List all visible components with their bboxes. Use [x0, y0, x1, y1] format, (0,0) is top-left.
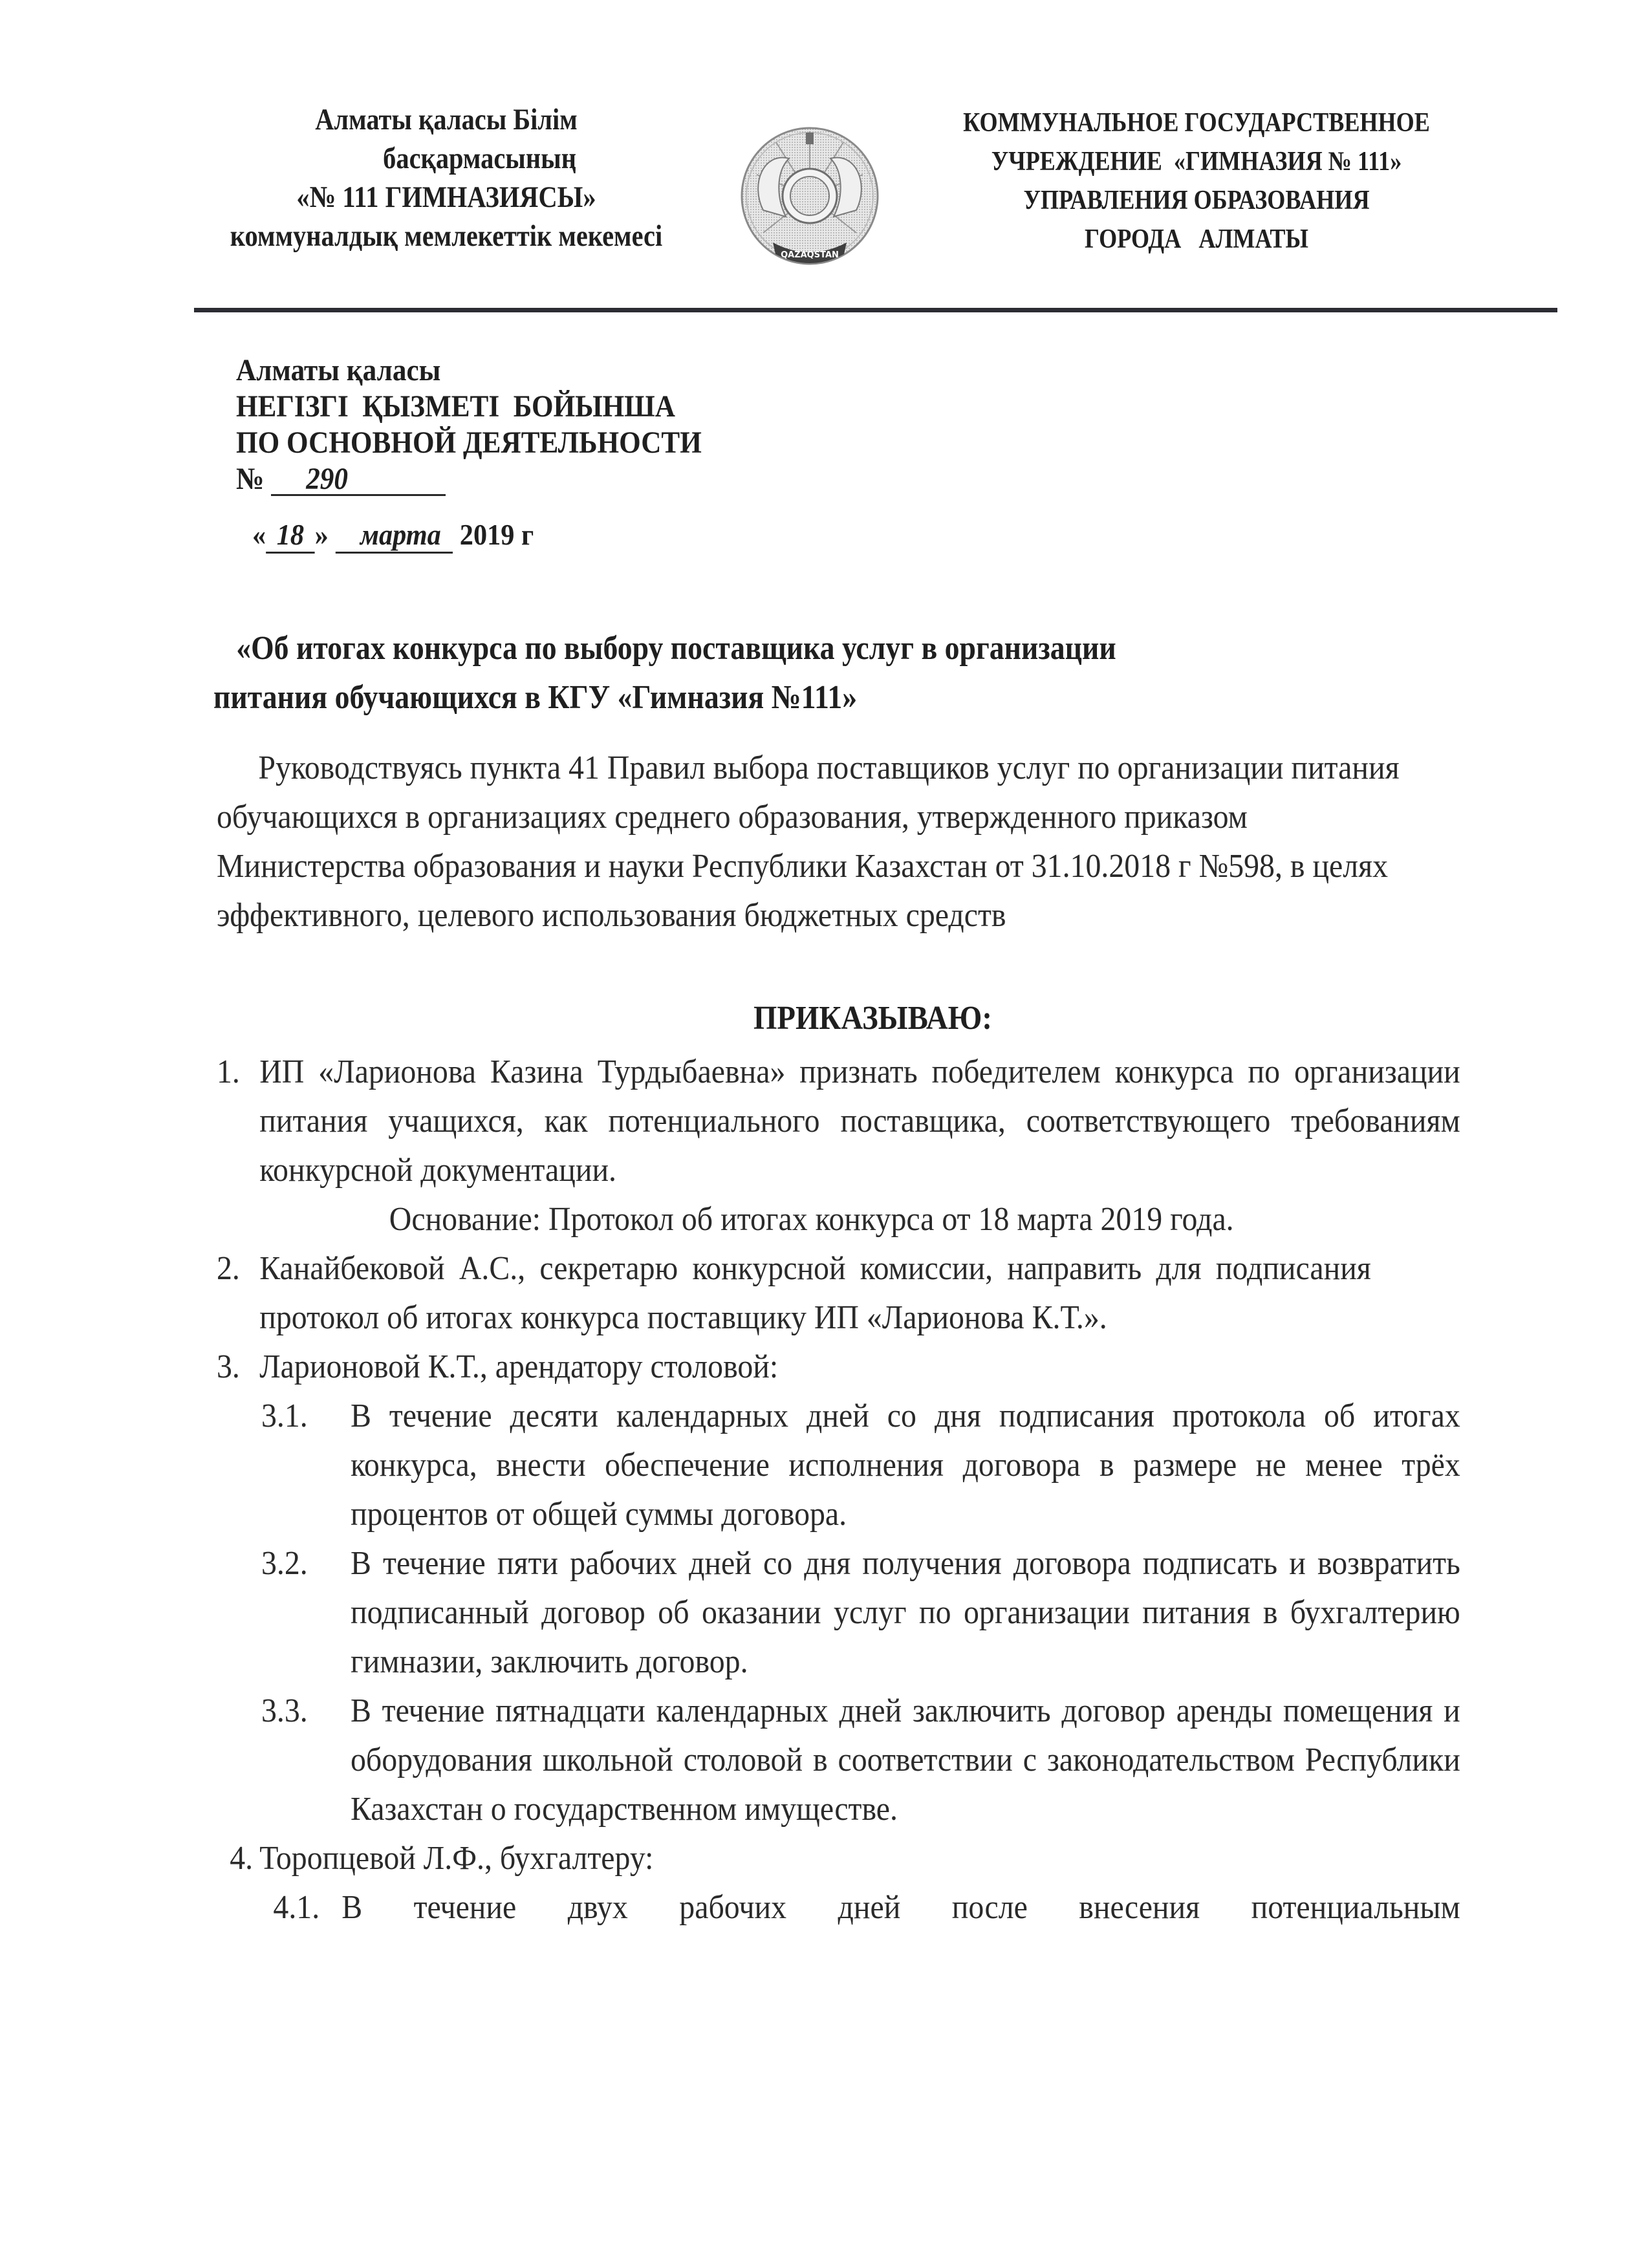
order-number-row — [236, 461, 702, 497]
order-item — [217, 1343, 1460, 1392]
order-item — [217, 1834, 1460, 1883]
order-number: 290 — [306, 462, 349, 496]
order-year: 2019 г — [459, 518, 534, 551]
order-month: марта — [335, 517, 453, 554]
item-text: Канайбековой А.С., секретарю конкурсной комиссии, направить для подписания протокол об итогах конкурса поставщику ИП «Ларионова К.Т.». — [259, 1250, 1371, 1336]
header-ru-line: ГОРОДА АЛМАТЫ — [1085, 224, 1308, 254]
order-subitem — [217, 1539, 1460, 1687]
emblem-caption: QAZAQSTAN — [781, 250, 839, 260]
order-item — [217, 1048, 1460, 1195]
quote-close: » — [314, 518, 329, 551]
order-date — [252, 517, 534, 554]
intro-text: Руководствуясь пункта 41 Правил выбора поставщиков услуг по организации питания обучающихся в организациях среднего образования, утвержденного приказом Министерства образования и науки Республики Казахстан от 31.10.2018 г №598, в целях эффективного, целевого использования бюджетных средств — [217, 750, 1400, 934]
order-type-ru: ПО ОСНОВНОЙ ДЕЯТЕЛЬНОСТИ — [236, 426, 702, 460]
header-ru-line: УЧРЕЖДЕНИЕ «ГИМНАЗИЯ № 111» — [991, 147, 1402, 177]
header-kz-line: басқармасының — [383, 142, 577, 175]
item-number: 1. — [217, 1053, 240, 1090]
kazakhstan-state-emblem-icon — [737, 113, 883, 281]
title-line: «Об итогах конкурса по выбору поставщика услуг в организации — [236, 630, 1116, 667]
order-day: 18 — [266, 517, 314, 554]
subitem-text: В течение десяти календарных дней со дня подписания протокола об итогах конкурса, внести обеспечение исполнения договора в размере не менее трёх процентов от общей суммы договора. — [351, 1398, 1460, 1533]
order-type-kz: НЕГІЗГІ ҚЫЗМЕТІ БОЙЫНША — [236, 389, 675, 424]
order-subitem — [217, 1883, 1460, 1932]
order-items — [217, 1048, 1460, 1932]
header-kazakh — [202, 100, 691, 255]
subitem-text: В течение двух рабочих дней после внесения потенциальным — [341, 1889, 1460, 1926]
header-kz-line: «№ 111 ГИМНАЗИЯСЫ» — [296, 180, 596, 214]
subitem-number: 3.1. — [261, 1398, 308, 1434]
header-kz-line: Алматы қаласы Білім — [315, 103, 578, 136]
subitem-number: 3.2. — [261, 1545, 308, 1582]
number-label: № — [236, 462, 265, 496]
item-text: Ларионовой К.Т., арендатору столовой: — [259, 1348, 779, 1385]
order-city: Алматы қаласы — [236, 353, 441, 387]
item-number: 3. — [217, 1348, 240, 1385]
title-line: питания обучающихся в КГУ «Гимназия №111» — [213, 679, 858, 716]
order-subitem — [217, 1392, 1460, 1539]
subitem-number: 3.3. — [261, 1692, 308, 1729]
header-russian — [946, 103, 1447, 259]
order-block — [236, 352, 702, 497]
subitem-text: В течение пятнадцати календарных дней заключить договор аренды помещения и оборудования школьной столовой в соответствии с законодательством Республики Казахстан о государственном имуществе. — [351, 1692, 1460, 1828]
item-text: ИП «Ларионова Казина Турдыбаевна» признать победителем конкурса по организации питания учащихся, как потенциального поставщика, соответствующего требованиям конкурсной документации. — [259, 1053, 1460, 1189]
header-ru-line: УПРАВЛЕНИЯ ОБРАЗОВАНИЯ — [1023, 186, 1370, 215]
order-heading: ПРИКАЗЫВАЮ: — [753, 1000, 992, 1037]
header-ru-line: КОММУНАЛЬНОЕ ГОСУДАРСТВЕННОЕ — [963, 108, 1430, 138]
order-number-field — [271, 464, 446, 496]
item-text: Торопцевой Л.Ф., бухгалтеру: — [259, 1840, 654, 1877]
item-number: 4. — [230, 1840, 254, 1877]
quote-open: « — [252, 518, 266, 551]
subitem-text: В течение пяти рабочих дней со дня получения договора подписать и возвратить подписанный договор об оказании услуг по организации питания в бухгалтерию гимназии, заключить договор. — [351, 1545, 1460, 1680]
order-subitem — [217, 1687, 1460, 1834]
header-divider — [194, 308, 1557, 312]
order-title — [213, 624, 1295, 722]
item-number: 2. — [217, 1250, 240, 1287]
subitem-number: 4.1. — [273, 1889, 320, 1926]
header-kz-line: коммуналдық мемлекеттік мекемесі — [230, 219, 663, 253]
intro-paragraph — [217, 744, 1436, 940]
order-item — [217, 1244, 1460, 1343]
item-basis: Основание: Протокол об итогах конкурса от 18 марта 2019 года. — [389, 1201, 1234, 1238]
